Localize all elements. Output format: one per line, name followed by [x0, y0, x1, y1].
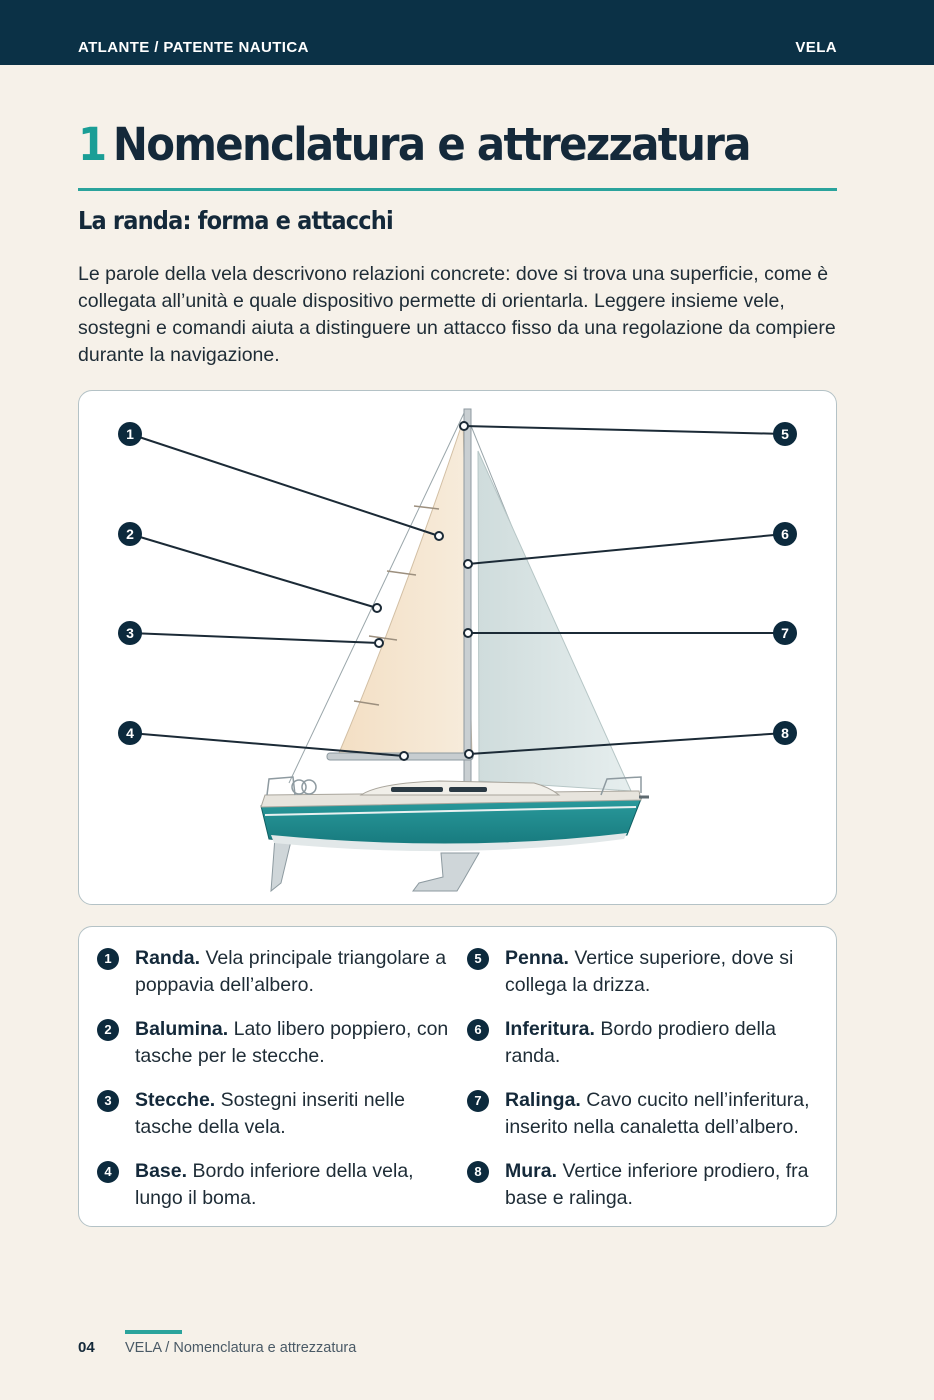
legend-desc: Bordo inferiore della vela, lungo il boma.: [135, 1160, 414, 1209]
callout-badge-1: [118, 422, 142, 446]
callout-badge-3: [118, 621, 142, 645]
top-bar: [0, 0, 934, 65]
section-title: La randa: forma e attacchi: [78, 206, 393, 235]
legend-term: Stecche.: [135, 1089, 216, 1111]
legend-term: Penna.: [505, 947, 569, 969]
sailboat-illustration: [79, 391, 837, 905]
callout-badge-4: [118, 721, 142, 745]
legend-term: Randa.: [135, 947, 201, 969]
rudder: [271, 837, 291, 891]
chapter-title: Nomenclatura e attrezzatura: [112, 118, 750, 171]
legend-term: Base.: [135, 1160, 188, 1182]
legend-item-mura: [474, 1158, 825, 1212]
legend-term: Ralinga.: [505, 1089, 581, 1111]
legend-item-penna: [474, 945, 825, 999]
legend-desc: Cavo cucito nell’inferitura, inserito nella canaletta dell’albero.: [505, 1089, 810, 1138]
legend-desc: Vertice superiore, dove si collega la drizza.: [505, 947, 794, 996]
legend-item-randa: [104, 945, 455, 999]
legend-desc: Bordo prodiero della randa.: [505, 1018, 776, 1067]
anchor-dot: [465, 750, 473, 758]
legend-badge: 6: [467, 1019, 489, 1041]
callout-label: 4: [126, 725, 134, 741]
anchor-dot: [373, 604, 381, 612]
intro-paragraph: Le parole della vela descrivono relazioni concrete: dove si trova una superficie, come è collegata all’unità e quale dispositivo permette di orientarla. Leggere insieme vele, sostegni e comandi aiuta a distinguere un attacco fisso da una regolazione da compiere durante la navigazione.: [78, 263, 836, 366]
callout-label: 5: [781, 426, 789, 442]
anchor-dot: [435, 532, 443, 540]
callout-label: 6: [781, 526, 789, 542]
anchor-dot: [375, 639, 383, 647]
anchor-dot: [460, 422, 468, 430]
legend-item-base: [104, 1158, 455, 1212]
callout-badge-2: [118, 522, 142, 546]
legend-term: Mura.: [505, 1160, 558, 1182]
jib-sail: [478, 451, 631, 791]
callout-badge-5: [773, 422, 797, 446]
callout-badge-8: [773, 721, 797, 745]
keel: [413, 853, 479, 891]
legend-desc: Lato libero poppiero, con tasche per le stecche.: [135, 1018, 449, 1067]
legend-item-stecche: [104, 1087, 455, 1141]
chapter-heading: [78, 118, 785, 176]
chapter-number: 1: [78, 118, 106, 171]
legend-badge: 3: [97, 1090, 119, 1112]
anchor-dot: [400, 752, 408, 760]
page-number: 04: [78, 1339, 95, 1356]
mast: [464, 409, 471, 784]
mainsail: [339, 421, 472, 756]
sailboat-figure: [78, 390, 837, 905]
callout-label: 1: [126, 426, 134, 442]
callout-label: 3: [126, 625, 134, 641]
header-section: VELA: [795, 39, 837, 56]
legend-badge: 1: [97, 948, 119, 970]
callout-badge-7: [773, 621, 797, 645]
legend-desc: Sostegni inseriti nelle tasche della vela.: [135, 1089, 405, 1138]
footer-accent-bar: [125, 1330, 182, 1334]
legend-term: Inferitura.: [505, 1018, 595, 1040]
legend-term: Balumina.: [135, 1018, 229, 1040]
legend-item-balumina: [104, 1016, 455, 1070]
legend-item-inferitura: [474, 1016, 825, 1070]
header-breadcrumb: ATLANTE / PATENTE NAUTICA: [78, 39, 309, 56]
footer-breadcrumb: VELA / Nomenclatura e attrezzatura: [125, 1340, 357, 1356]
legend-badge: 5: [467, 948, 489, 970]
callout-label: 8: [781, 725, 789, 741]
anchor-dot: [464, 560, 472, 568]
legend-desc: Vela principale triangolare a poppavia dell’albero.: [135, 947, 447, 996]
callout-label: 2: [126, 526, 134, 542]
legend-badge: 4: [97, 1161, 119, 1183]
legend-item-ralinga: [474, 1087, 825, 1141]
callout-label: 7: [781, 625, 789, 641]
legend-badge: 2: [97, 1019, 119, 1041]
legend-desc: Vertice inferiore prodiero, fra base e ralinga.: [505, 1160, 809, 1209]
legend-panel: [78, 926, 837, 1227]
anchor-dot: [464, 629, 472, 637]
callout-badge-6: [773, 522, 797, 546]
title-rule: [78, 188, 837, 191]
legend-badge: 7: [467, 1090, 489, 1112]
legend-badge: 8: [467, 1161, 489, 1183]
